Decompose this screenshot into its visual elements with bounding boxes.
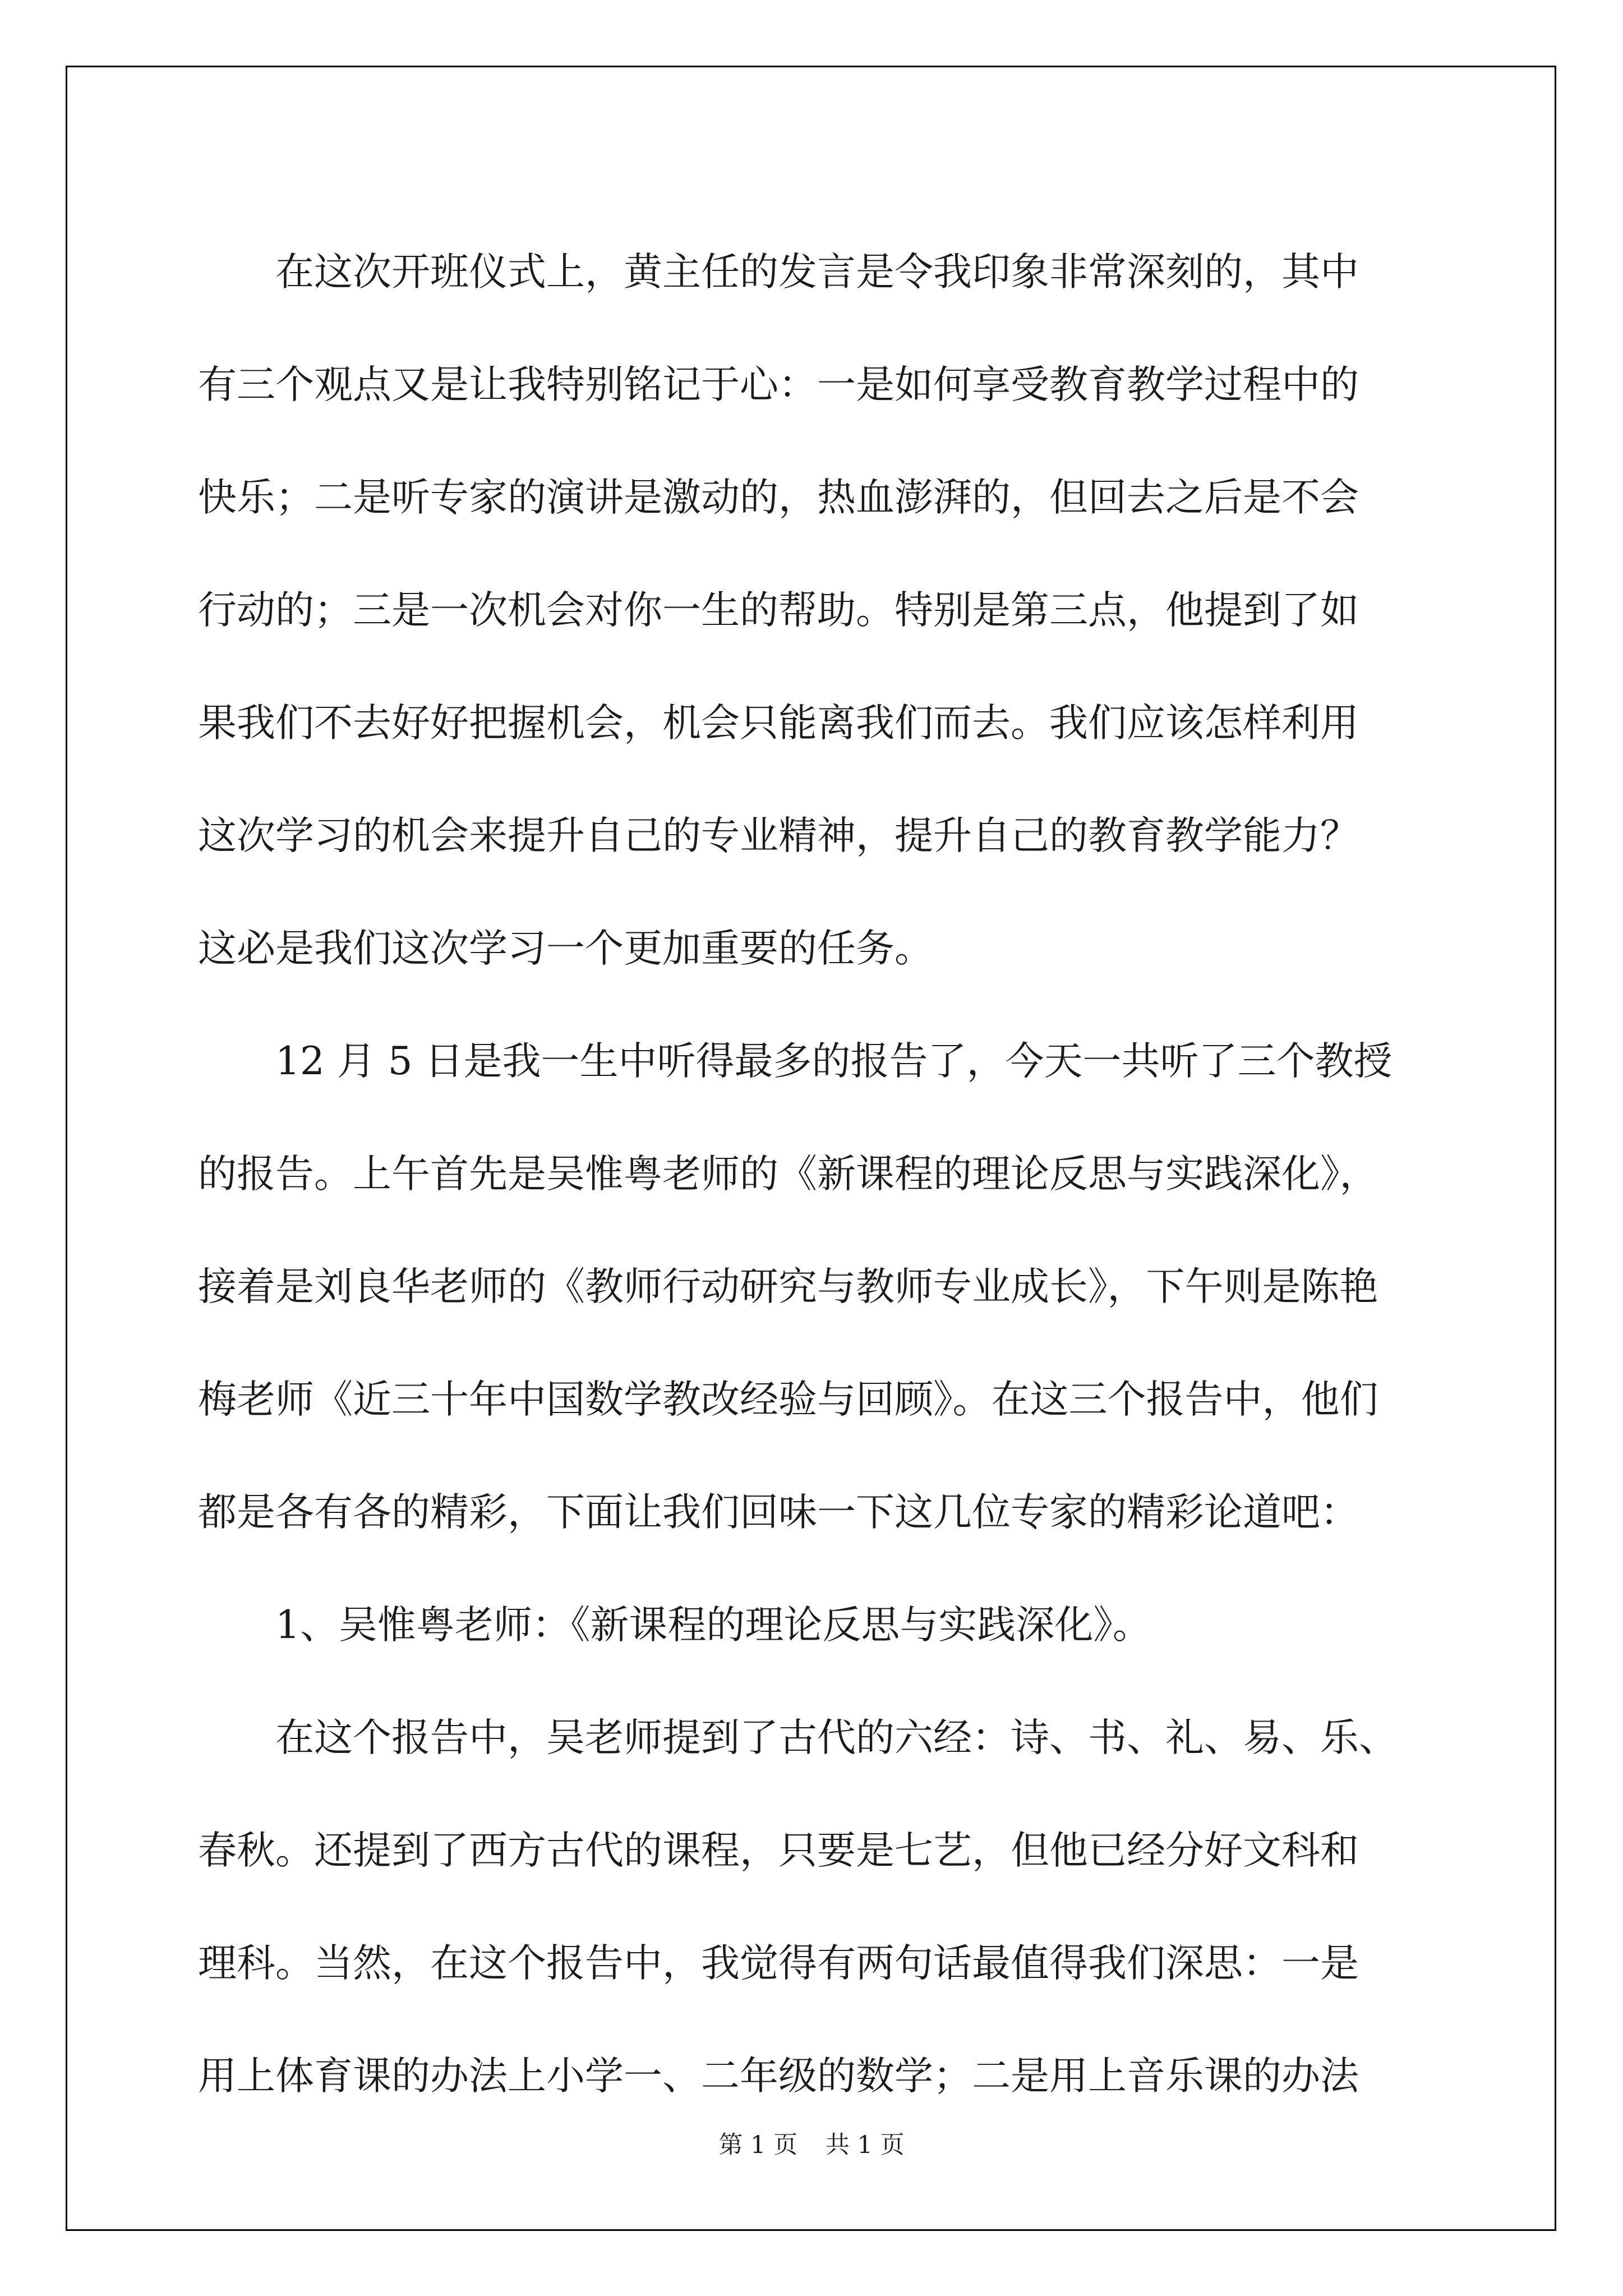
page-number: 第 1 页 <box>718 2131 798 2159</box>
text-line: 用上体育课的办法上小学一、二年级的数学；二是用上音乐课的办法 <box>198 2054 1359 2099</box>
text-line: 12 月 5 日是我一生中听得最多的报告了，今天一共听了三个教授 <box>275 1039 1393 1084</box>
text-line: 都是各有各的精彩，下面让我们回味一下这几位专家的精彩论道吧： <box>198 1490 1359 1535</box>
text-line: 接着是刘良华老师的《教师行动研究与教师专业成长》，下午则是陈艳 <box>198 1264 1378 1309</box>
text-line: 这次学习的机会来提升自己的专业精神，提升自己的教育教学能力？ <box>198 813 1359 858</box>
text-line: 的报告。上午首先是吴惟粤老师的《新课程的理论反思与实践深化》， <box>198 1152 1378 1197</box>
text-line: 在这个报告中，吴老师提到了古代的六经：诗、书、礼、易、乐、 <box>275 1715 1398 1760</box>
document-body <box>198 216 1426 2133</box>
text-line: 果我们不去好好把握机会，机会只能离我们而去。我们应该怎样利用 <box>198 701 1359 746</box>
text-line: 1、吴惟粤老师：《新课程的理论反思与实践深化》。 <box>275 1603 1151 1648</box>
text-line: 在这次开班仪式上，黄主任的发言是令我印象非常深刻的，其中 <box>275 250 1359 295</box>
text-line: 这必是我们这次学习一个更加重要的任务。 <box>198 926 933 971</box>
text-line: 理科。当然，在这个报告中，我觉得有两句话最值得我们深思：一是 <box>198 1941 1359 1986</box>
text-line: 梅老师《近三十年中国数学教改经验与回顾》。在这三个报告中，他们 <box>198 1377 1378 1422</box>
text-line: 快乐；二是听专家的演讲是激动的，热血澎湃的，但回去之后是不会 <box>198 475 1359 520</box>
text-line: 春秋。还提到了西方古代的课程，只要是七艺，但他已经分好文科和 <box>198 1828 1359 1873</box>
text-line: 有三个观点又是让我特别铭记于心：一是如何享受教育教学过程中的 <box>198 362 1359 407</box>
page-footer <box>0 2126 1623 2160</box>
page-total: 共 1 页 <box>825 2131 905 2159</box>
text-line: 行动的；三是一次机会对你一生的帮助。特别是第三点，他提到了如 <box>198 588 1359 633</box>
